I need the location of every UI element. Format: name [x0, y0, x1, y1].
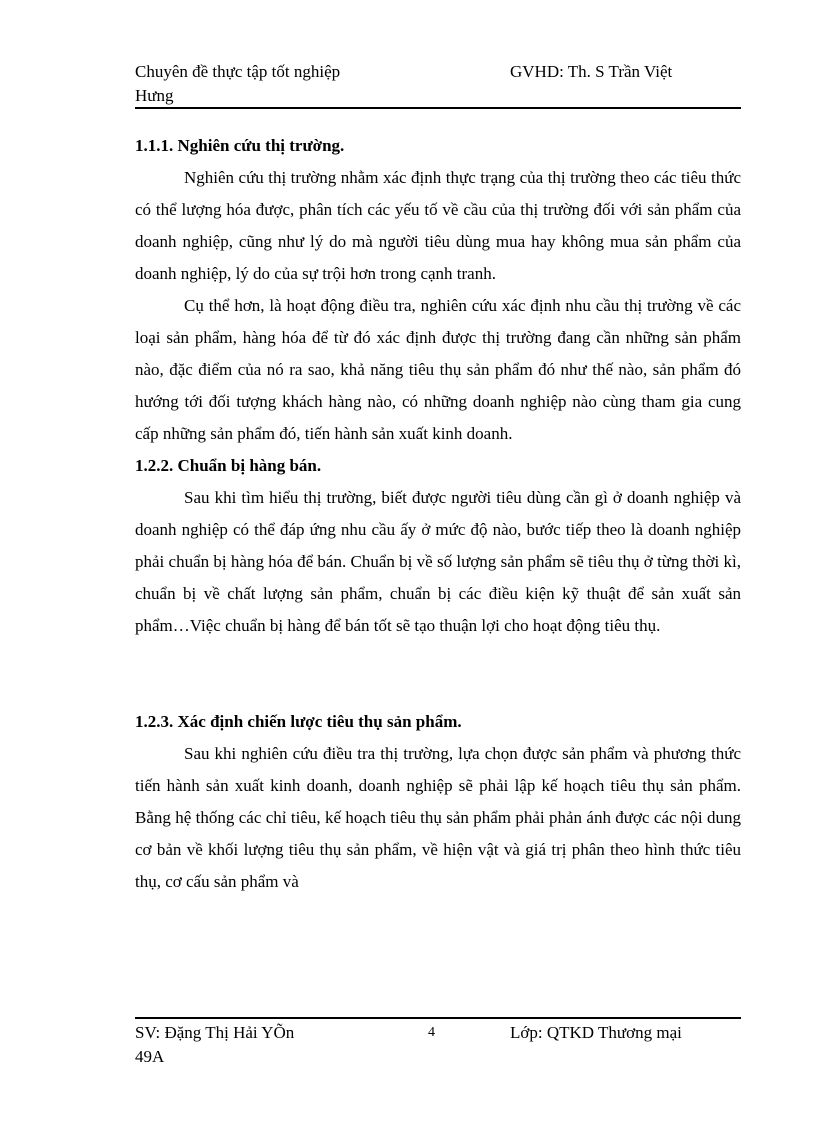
header-document-type: Chuyên đề thực tập tốt nghiệp	[135, 62, 341, 81]
blank-space	[135, 642, 741, 706]
footer-rule	[135, 1017, 741, 1019]
page-number: 4	[428, 1025, 435, 1040]
footer-class: Lớp: QTKD Thương mại	[510, 1023, 682, 1042]
header-supervisor-continued: Hưng	[135, 86, 174, 105]
footer-student-continued: 49A	[135, 1047, 165, 1066]
section-heading: 1.1.1. Nghiên cứu thị trường.	[135, 136, 345, 155]
paragraph: Sau khi tìm hiểu thị trường, biết được người tiêu dùng cần gì ở doanh nghiệp và doanh nghiệp có thể đáp ứng nhu cầu ấy ở mức độ nào, bước tiếp theo là doanh nghiệp phải chuẩn bị hàng hóa để bán. Chuẩn bị về số lượng sản phẩm sẽ tiêu thụ ở từng thời kì, chuẩn bị về chất lượng sản phẩm, chuẩn bị các điều kiện kỹ thuật để sản xuất sản phẩm…Việc chuẩn bị hàng để bán tốt sẽ tạo thuận lợi cho hoạt động tiêu thụ.	[135, 488, 741, 635]
footer-student: SV: Đặng Thị Hải YÕn	[135, 1023, 295, 1042]
paragraph: Cụ thể hơn, là hoạt động điều tra, nghiên cứu xác định nhu cầu thị trường về các loại sản phẩm, hàng hóa để từ đó xác định được thị trường đang cần những sản phẩm nào, đặc điểm của nó ra sao, khả năng tiêu thụ sản phẩm đó như thế nào, sản phẩm đó hướng tới đối tượng khách hàng nào, có những doanh nghiệp nào cùng tham gia cung cấp những sản phẩm đó, tiến hành sản xuất kinh doanh.	[135, 296, 741, 443]
header-supervisor: GVHD: Th. S Trần Việt	[510, 62, 673, 81]
document-body	[135, 130, 741, 898]
section-heading: 1.2.2. Chuẩn bị hàng bán.	[135, 456, 322, 475]
paragraph: Nghiên cứu thị trường nhằm xác định thực trạng của thị trường theo các tiêu thức có thể lượng hóa được, phân tích các yếu tố về cầu của thị trường đối với sản phẩm của doanh nghiệp, cũng như lý do mà người tiêu dùng mua hay không mua sản phẩm của doanh nghiệp, lý do của sự trội hơn trong cạnh tranh.	[135, 168, 741, 283]
page-header	[135, 60, 741, 108]
paragraph: Sau khi nghiên cứu điều tra thị trường, lựa chọn được sản phẩm và phương thức tiến hành sản xuất kinh doanh, doanh nghiệp sẽ phải lập kế hoạch tiêu thụ sản phẩm. Bằng hệ thống các chỉ tiêu, kế hoạch tiêu thụ sản phẩm phải phản ánh được các nội dung cơ bản về khối lượng tiêu thụ sản phẩm, về hiện vật và giá trị phân theo hình thức tiêu thụ, cơ cấu sản phẩm và	[135, 744, 741, 891]
header-rule	[135, 107, 741, 109]
section-heading: 1.2.3. Xác định chiến lược tiêu thụ sản phẩm.	[135, 712, 462, 731]
